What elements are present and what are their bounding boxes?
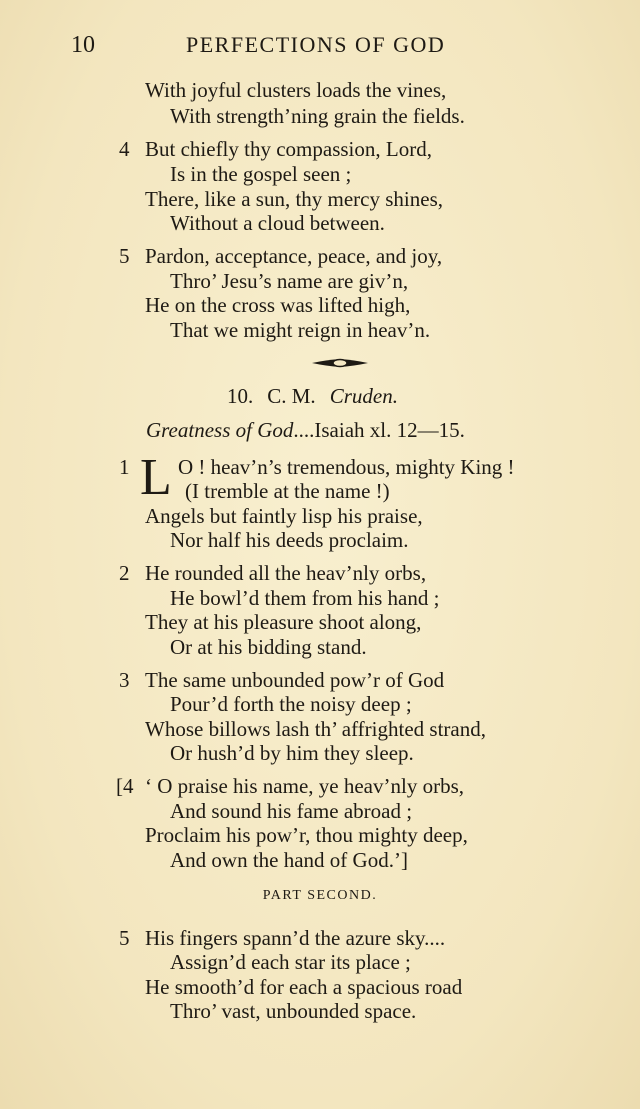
stanza-number: 3	[119, 668, 130, 692]
verse-line: There, like a sun, thy mercy shines,	[145, 187, 443, 211]
stanza-number: 2	[119, 561, 130, 585]
verse-line: He smooth’d for each a spacious road	[145, 975, 463, 999]
running-title: PERFECTIONS OF GOD	[186, 32, 446, 57]
verse-line: Assign’d each star its place ;	[170, 950, 411, 974]
verse-line: He rounded all the heav’nly orbs,	[145, 561, 427, 585]
hymn-tune: Cruden.	[329, 384, 398, 408]
hymn-subtitle	[146, 418, 465, 443]
drop-cap: L	[140, 449, 172, 506]
verse-line: With strength’ning grain the fields.	[170, 104, 465, 128]
verse-line: Or at his bidding stand.	[170, 635, 367, 659]
part-heading: PART SECOND.	[262, 888, 378, 903]
verse-line: But chiefly thy compassion, Lord,	[145, 137, 432, 161]
verse-line: Without a cloud between.	[170, 211, 385, 235]
verse-line: Pour’d forth the noisy deep ;	[170, 692, 412, 716]
verse-line: His fingers spann’d the azure sky....	[145, 926, 446, 950]
verse-line: Pardon, acceptance, peace, and joy,	[145, 244, 443, 268]
verse-line: He on the cross was lifted high,	[145, 293, 411, 317]
verse-line: Thro’ vast, unbounded space.	[170, 999, 417, 1023]
stanza-number: 1	[119, 455, 130, 479]
verse-line: Thro’ Jesu’s name are giv’n,	[170, 269, 409, 293]
stanza-number: 4	[119, 137, 130, 161]
verse-line: He bowl’d them from his hand ;	[170, 586, 440, 610]
verse-line: And own the hand of God.’]	[170, 848, 408, 872]
verse-line: Whose billows lash th’ affrighted strand,	[145, 717, 486, 741]
verse-line: Nor half his deeds proclaim.	[170, 528, 409, 552]
verse-line: ‘ O praise his name, ye heav’nly orbs,	[145, 774, 464, 798]
verse-line: (I tremble at the name !)	[185, 479, 390, 503]
verse-line: Or hush’d by him they sleep.	[170, 741, 414, 765]
verse-line: Proclaim his pow’r, thou mighty deep,	[145, 823, 468, 847]
stanza-number: 5	[119, 926, 130, 950]
hymn-subtitle-reference: ....Isaiah xl. 12—15.	[293, 418, 465, 442]
hymn-heading	[227, 384, 398, 409]
stanza-number: 5	[119, 244, 130, 268]
verse-line: That we might reign in heav’n.	[170, 318, 431, 342]
hymn-subtitle-title: Greatness of God	[146, 418, 294, 442]
verse-line: O ! heav’n’s tremendous, mighty King !	[178, 455, 515, 479]
stanza-number: [4	[116, 774, 134, 798]
verse-line: Angels but faintly lisp his praise,	[145, 504, 423, 528]
ornament-divider-icon	[312, 356, 368, 370]
verse-line: Is in the gospel seen ;	[170, 162, 352, 186]
verse-line: With joyful clusters loads the vines,	[145, 78, 447, 102]
verse-line: And sound his fame abroad ;	[170, 799, 413, 823]
page-number: 10	[71, 32, 95, 58]
hymn-metre: C. M.	[267, 384, 316, 408]
verse-line: The same unbounded pow’r of God	[145, 668, 445, 692]
verse-line: They at his pleasure shoot along,	[145, 610, 422, 634]
hymn-number: 10.	[227, 384, 254, 408]
page-header	[0, 32, 640, 64]
